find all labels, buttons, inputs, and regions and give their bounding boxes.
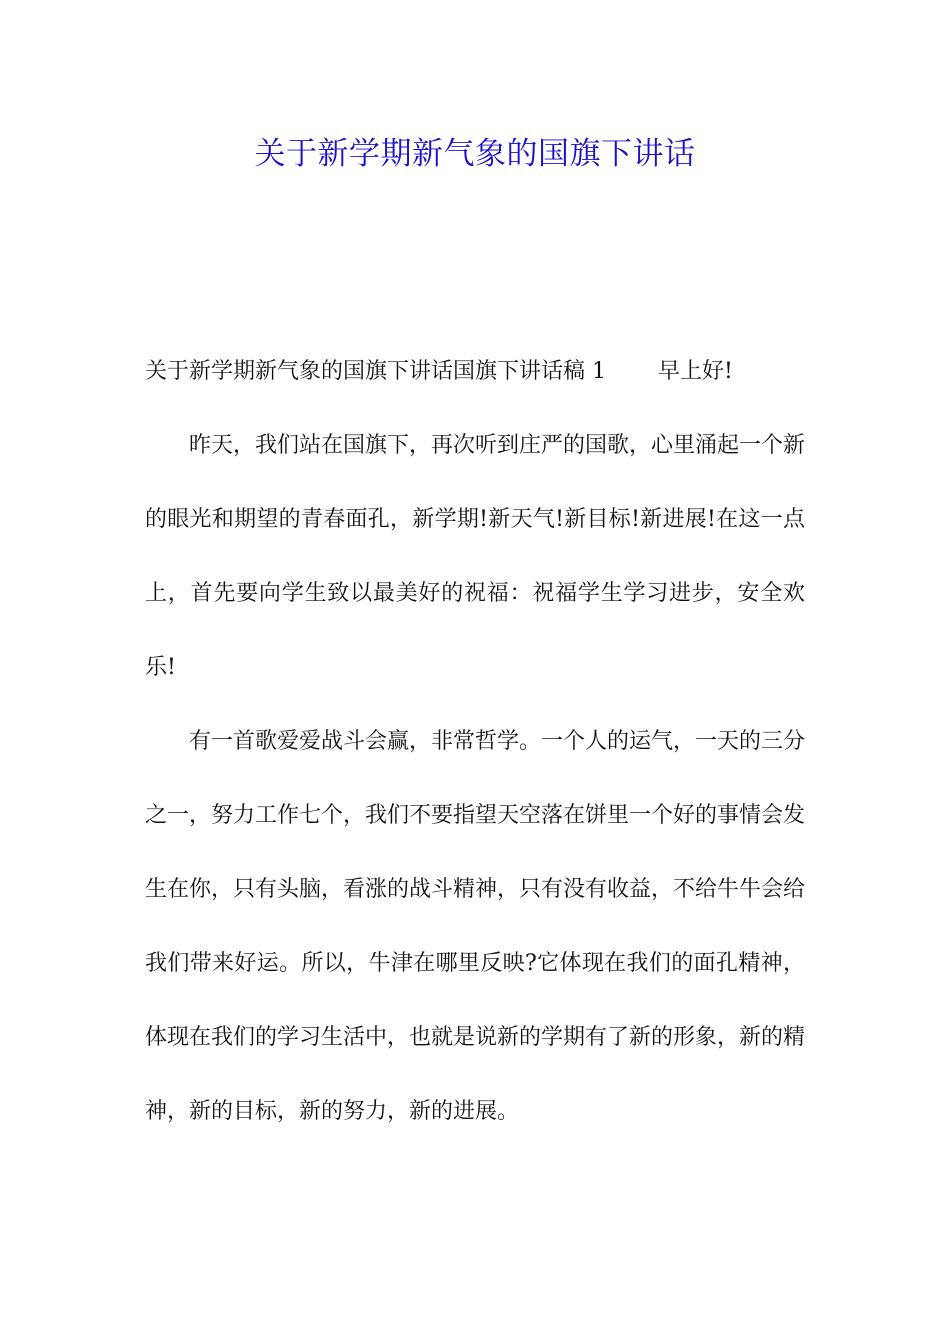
intro-greeting: 早上好! <box>658 359 733 384</box>
intro-heading: 关于新学期新气象的国旗下讲话国旗下讲话稿 1 <box>145 359 606 384</box>
paragraph-2: 有一首歌爱爱战斗会赢，非常哲学。一个人的运气，一天的三分之一，努力工作七个，我们不要指望天空落在饼里一个好的事情会发生在你，只有头脑，看涨的战斗精神，只有没有收益，不给牛牛会给我们带来好运。所以，牛津在哪里反映?它体现在我们的面孔精神，体现在我们的学习生活中，也就是说新的学期有了新的形象，新的精神，新的目标，新的努力，新的进展。 <box>145 729 806 1124</box>
document-body <box>145 335 805 1149</box>
document-title: 关于新学期新气象的国旗下讲话 <box>254 136 696 172</box>
paragraph-1: 昨天，我们站在国旗下，再次听到庄严的国歌，心里涌起一个新的眼光和期望的青春面孔，新学期!新天气!新目标!新进展!在这一点上，首先要向学生致以最美好的祝福：祝福学生学习进步，安全欢乐! <box>145 433 806 680</box>
intro-line <box>145 335 805 409</box>
